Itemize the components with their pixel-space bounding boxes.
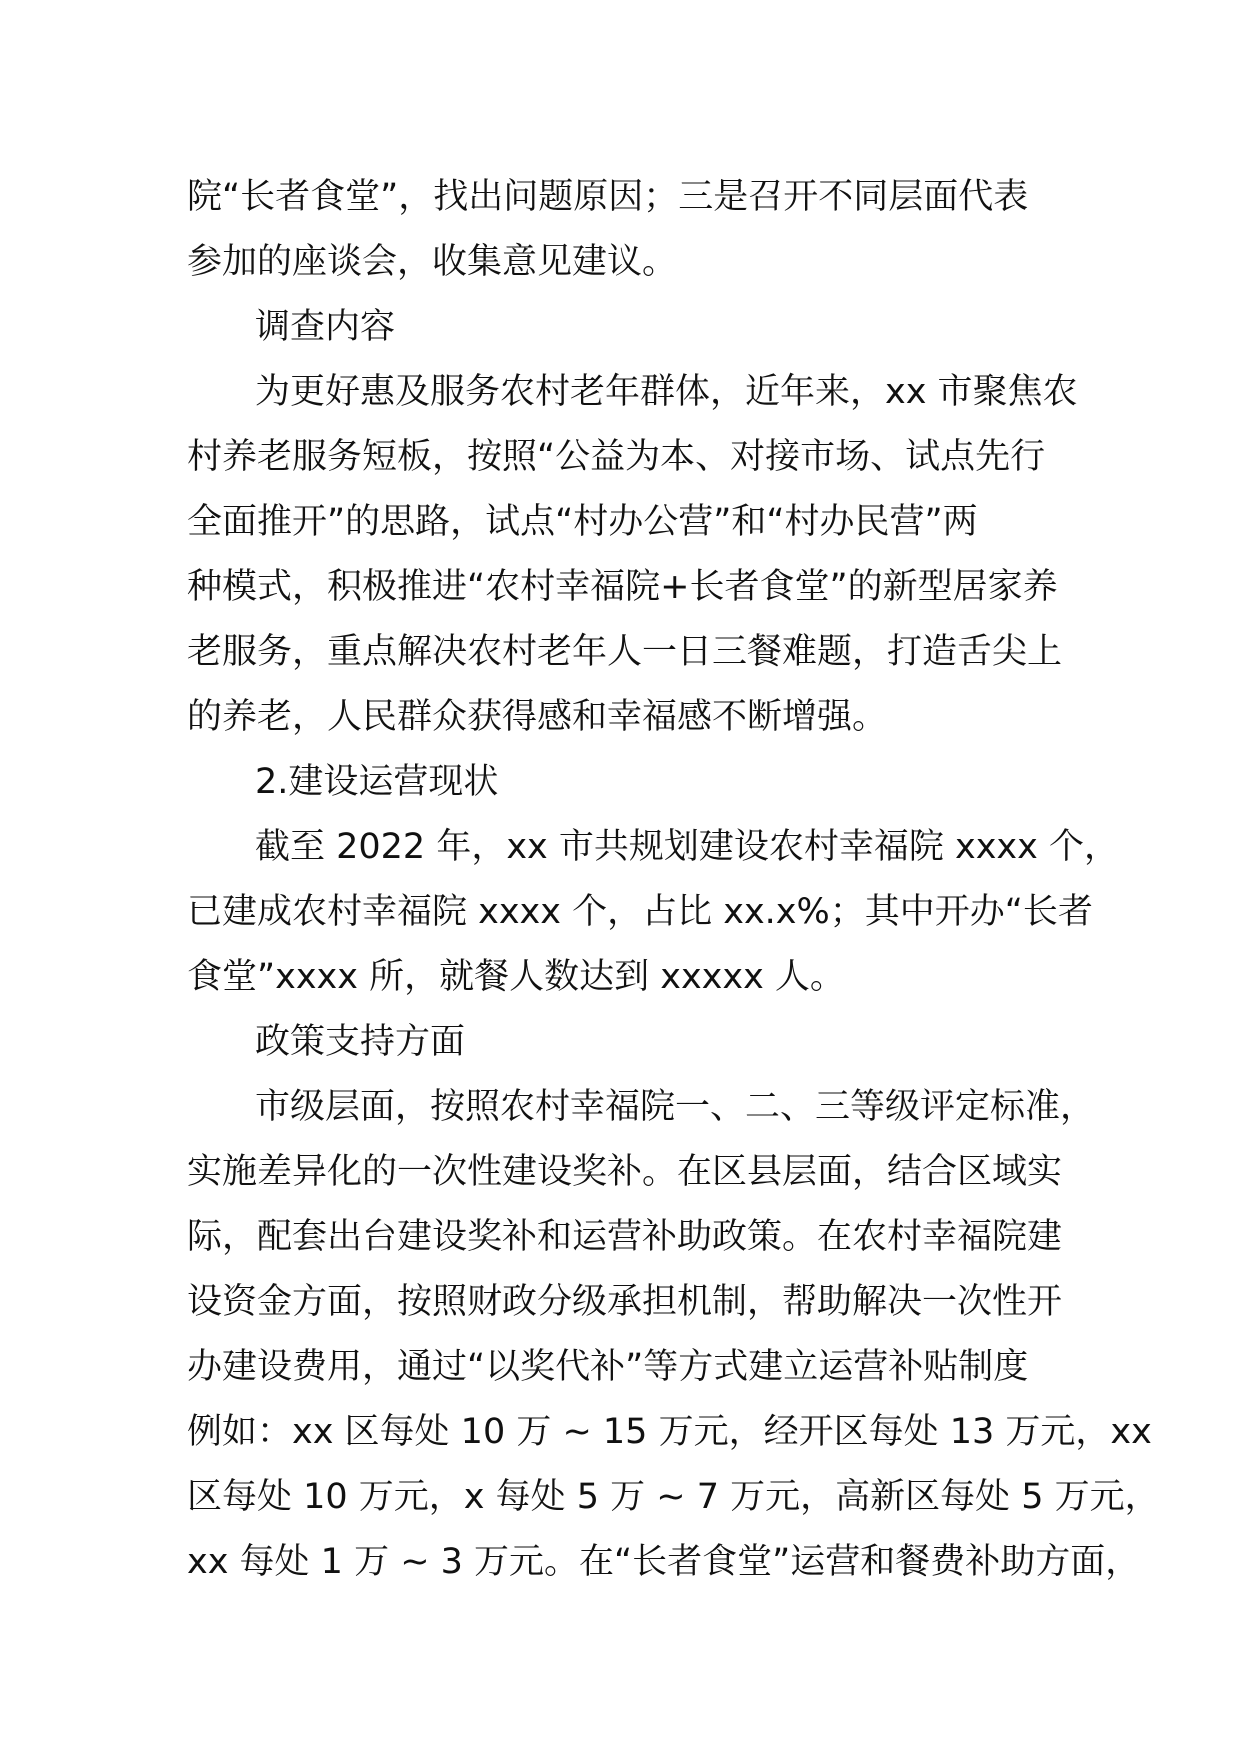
- text-line: 例如：xx 区每处 10 万 ~ 15 万元，经开区每处 13 万元，xx: [187, 1412, 1152, 1452]
- text-line: 食堂”xxxx 所，就餐人数达到 xxxxx 人。: [187, 957, 845, 997]
- text-line: 办建设费用，通过“以奖代补”等方式建立运营补贴制度: [187, 1347, 1029, 1387]
- paragraph-start: 为更好惠及服务农村老年群体，近年来，xx 市聚焦农: [255, 372, 1078, 412]
- text-line: 老服务，重点解决农村老年人一日三餐难题，打造舌尖上: [187, 632, 1063, 672]
- text-line: 种模式，积极推进“农村幸福院+长者食堂”的新型居家养: [187, 567, 1058, 607]
- text-line: 院“长者食堂”，找出问题原因；三是召开不同层面代表: [187, 177, 1029, 217]
- section-heading: 调查内容: [255, 307, 396, 347]
- section-heading: 2.建设运营现状: [255, 762, 499, 802]
- text-line: xx 每处 1 万 ~ 3 万元。在“长者食堂”运营和餐费补助方面，: [187, 1542, 1141, 1582]
- text-line: 参加的座谈会，收集意见建议。: [187, 242, 678, 282]
- section-heading: 政策支持方面: [255, 1022, 466, 1062]
- paragraph-start: 截至 2022 年，xx 市共规划建设农村幸福院 xxxx 个，: [255, 827, 1119, 867]
- text-line: 的养老，人民群众获得感和幸福感不断增强。: [187, 697, 888, 737]
- text-line: 村养老服务短板，按照“公益为本、对接市场、试点先行: [187, 437, 1046, 477]
- text-line: 全面推开”的思路，试点“村办公营”和“村办民营”两: [187, 502, 978, 542]
- text-line: 设资金方面，按照财政分级承担机制，帮助解决一次性开: [187, 1282, 1063, 1322]
- text-line: 区每处 10 万元，x 每处 5 万 ~ 7 万元，高新区每处 5 万元，: [187, 1477, 1160, 1517]
- text-line: 实施差异化的一次性建设奖补。在区县层面，结合区域实: [187, 1152, 1063, 1192]
- document-body: [187, 165, 1160, 1595]
- paragraph-start: 市级层面，按照农村幸福院一、二、三等级评定标准，: [255, 1087, 1096, 1127]
- text-line: 际，配套出台建设奖补和运营补助政策。在农村幸福院建: [187, 1217, 1063, 1257]
- text-line: 已建成农村幸福院 xxxx 个，占比 xx.x%；其中开办“长者: [187, 892, 1093, 932]
